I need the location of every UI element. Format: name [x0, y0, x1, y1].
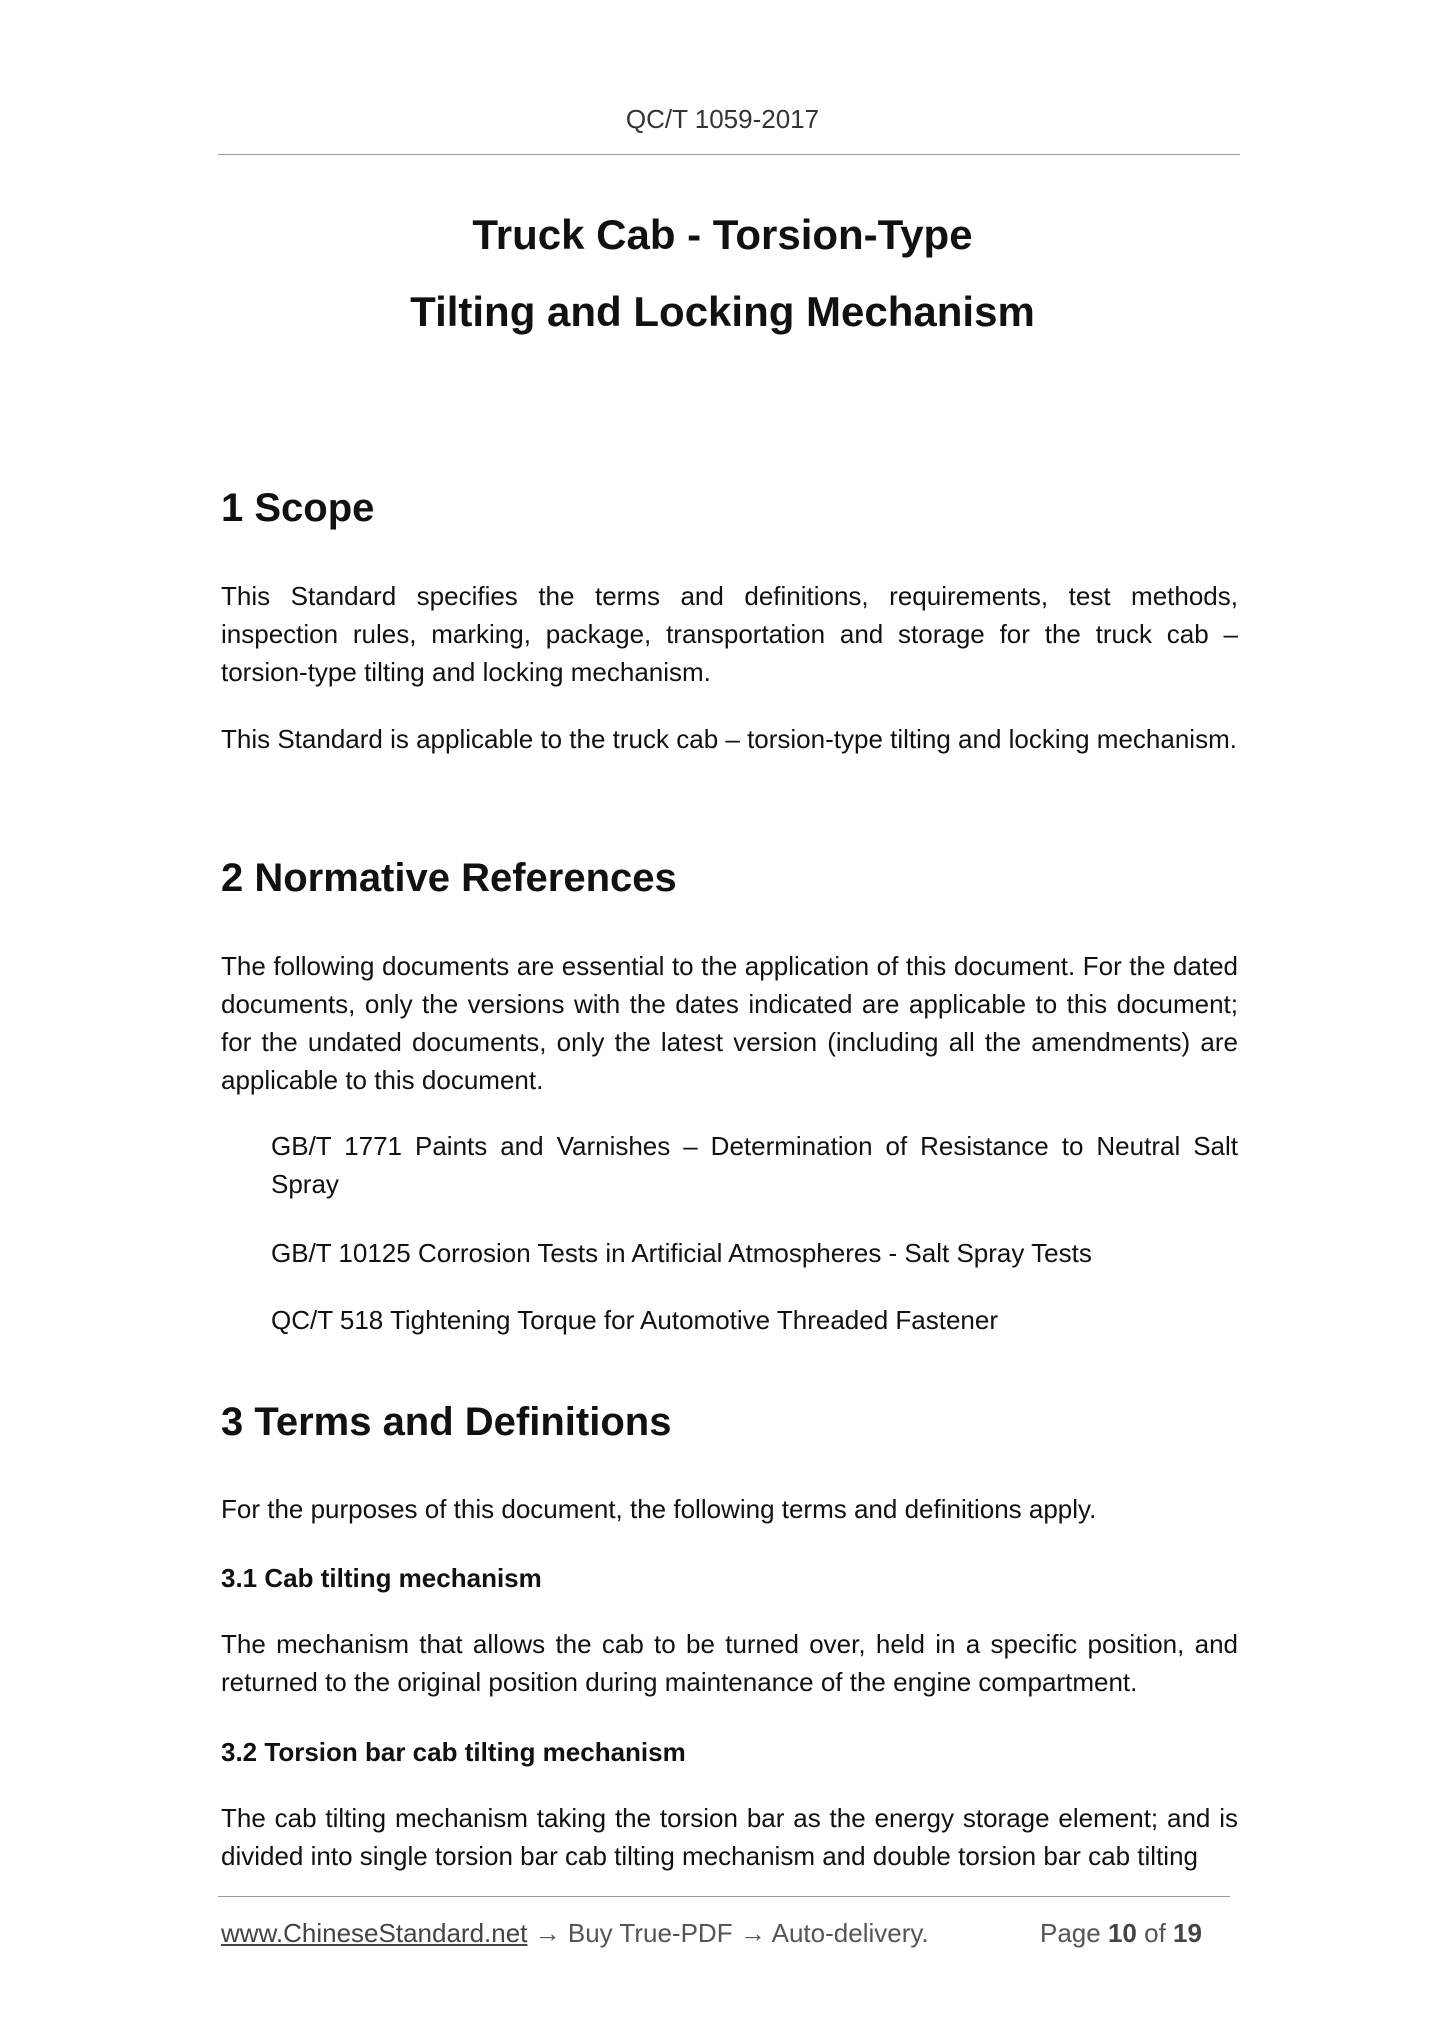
footer-delivery-text: Auto-delivery.: [771, 1918, 929, 1948]
term-3-2-heading: 3.2 Torsion bar cab tilting mechanism: [221, 1737, 686, 1767]
normative-reference-item: QC/T 518 Tightening Torque for Automotive Threaded Fastener: [271, 1305, 998, 1335]
page-indicator: [1040, 1918, 1202, 1949]
document-title-line-2: Tilting and Locking Mechanism: [410, 288, 1035, 335]
section-2-paragraph-1: The following documents are essential to the application of this document. For the dated documents, only the versions with the dates indicated are applicable to this document; for the undated documents, only the latest version (including all the amendments) are applicable to this document.: [221, 951, 1238, 1095]
website-link[interactable]: www.ChineseStandard.net: [221, 1918, 528, 1948]
current-page-number: 10: [1107, 1918, 1137, 1948]
header-divider: [218, 154, 1240, 155]
section-3-paragraph-1: For the purposes of this document, the following terms and definitions apply.: [221, 1494, 1097, 1524]
header-standard-code: QC/T 1059-2017: [625, 104, 820, 134]
section-1-paragraph-1: This Standard specifies the terms and definitions, requirements, test methods, inspection rules, marking, package, transportation and storage for the truck cab – torsion-type tilting and locking mechanism.: [221, 581, 1238, 687]
section-1-heading: 1 Scope: [221, 486, 375, 530]
footer-promo: [221, 1918, 929, 1949]
term-3-2-definition: The cab tilting mechanism taking the torsion bar as the energy storage element; and is divided into single torsion bar cab tilting mechanism and double torsion bar cab tilting: [221, 1803, 1238, 1871]
term-3-1-heading: 3.1 Cab tilting mechanism: [221, 1563, 542, 1593]
page-label: Page: [1040, 1918, 1101, 1948]
footer-buy-text: Buy True-PDF: [567, 1918, 733, 1948]
section-1-paragraph-2: This Standard is applicable to the truck cab – torsion-type tilting and locking mechanism.: [221, 724, 1237, 754]
arrow-right-icon: →: [534, 1918, 561, 1948]
document-title-line-1: Truck Cab - Torsion-Type: [472, 211, 973, 258]
total-pages-number: 19: [1173, 1918, 1202, 1948]
section-3-heading: 3 Terms and Definitions: [221, 1400, 672, 1444]
arrow-right-icon: →: [739, 1918, 766, 1948]
footer-divider: [218, 1896, 1230, 1897]
term-3-1-definition: The mechanism that allows the cab to be turned over, held in a specific position, and returned to the original position during maintenance of the engine compartment.: [221, 1629, 1238, 1697]
normative-reference-item: GB/T 1771 Paints and Varnishes – Determination of Resistance to Neutral Salt Spray: [271, 1131, 1238, 1199]
of-label: of: [1144, 1918, 1166, 1948]
section-2-heading: 2 Normative References: [221, 856, 677, 900]
normative-reference-item: GB/T 10125 Corrosion Tests in Artificial Atmospheres - Salt Spray Tests: [271, 1238, 1092, 1268]
